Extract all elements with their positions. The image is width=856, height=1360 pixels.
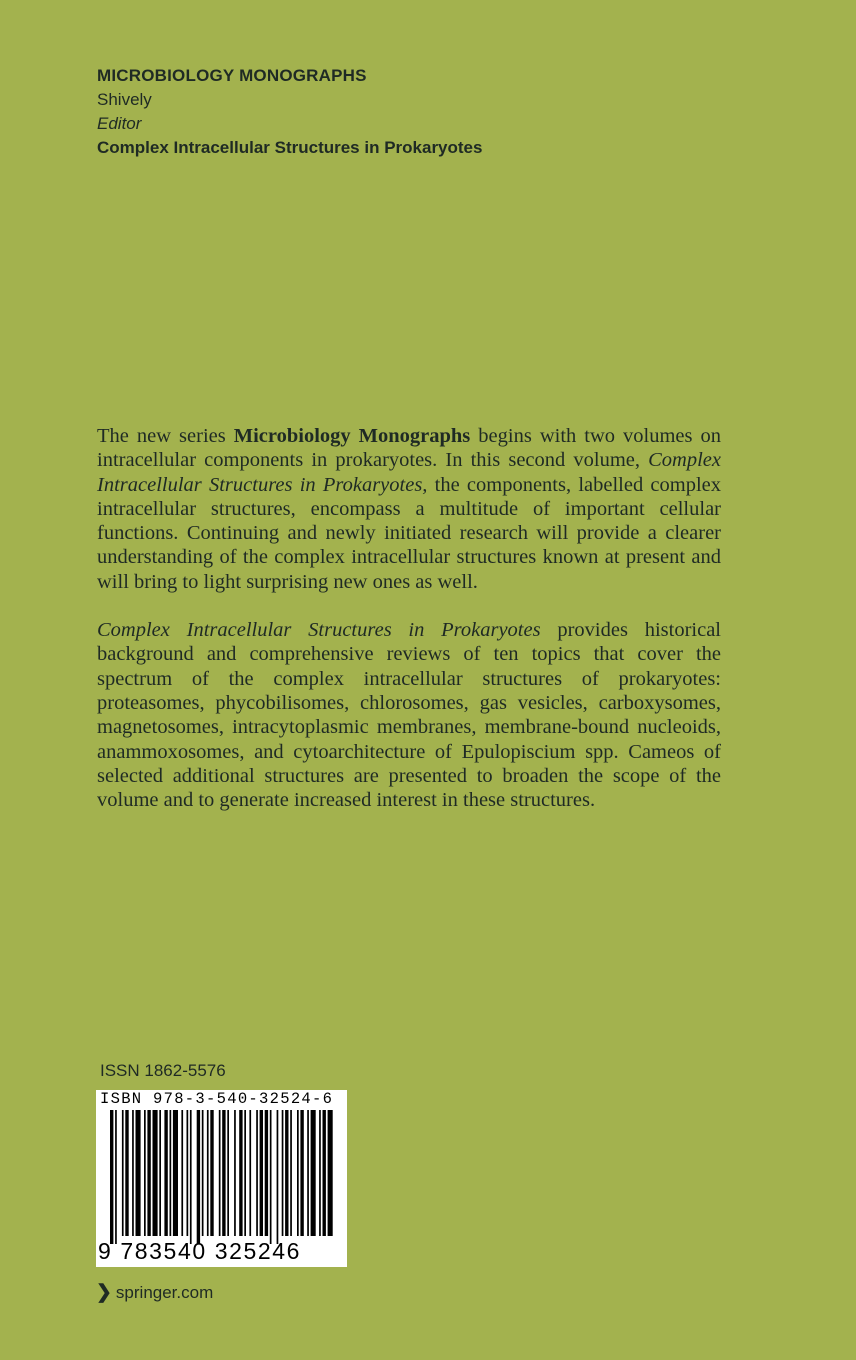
barcode-bar (244, 1110, 246, 1236)
barcode-bar (297, 1110, 299, 1236)
issn: ISSN 1862-5576 (100, 1061, 226, 1080)
barcode-bar (132, 1110, 134, 1236)
barcode-bar (222, 1110, 225, 1236)
series-emphasis: Microbiology Monographs (233, 425, 471, 447)
blurb (97, 424, 721, 836)
barcode-bar (159, 1110, 161, 1236)
barcode-bar (144, 1110, 146, 1236)
barcode (96, 1090, 347, 1267)
ean-digits: 9 783540 325246 (98, 1238, 302, 1264)
barcode-bar (227, 1110, 229, 1236)
barcode-bar (125, 1110, 128, 1236)
title-emphasis: Complex Intracellular Structures in Prokaryotes, (97, 449, 721, 496)
barcode-bar (202, 1110, 204, 1236)
barcode-bar (207, 1110, 209, 1236)
barcode-bar (115, 1110, 117, 1244)
barcode-bar (319, 1110, 321, 1236)
blurb-text: the components, labelled complex intracellular structures, encompass a multitude of important cellular functions. Continuing and newly initiated research will provide a clearer understanding of the complex intracellular structures known at present and will bring to light surprising new ones as well. (97, 473, 722, 593)
barcode-bar (210, 1110, 213, 1236)
barcode-bar (311, 1110, 316, 1236)
barcode-bar (256, 1110, 258, 1236)
barcode-bar (323, 1110, 326, 1236)
barcode-bar (170, 1110, 172, 1236)
barcode-bar (282, 1110, 284, 1236)
blurb-text: provides historical background and comprehensive reviews of ten topics that cover the spectrum of the complex intracellular structures of prokaryotes: proteasomes, phycobilisomes, chlorosomes, gas vesicles, carboxysomes, magnetosomes, intracytoplasmic membranes, membrane-bound nucleoids, anammoxosomes, and cytoarchitecture of Epulopiscium spp. Cameos of selected additional structures are presented to broaden the scope of the volume and to generate increased interest in these structures. (97, 619, 722, 812)
blurb-text: begins with two volumes on intracellular components in prokaryotes. In this second volume, (97, 425, 722, 472)
book-title: Complex Intracellular Structures in Prokaryotes (97, 138, 483, 157)
blurb-paragraph-1 (97, 424, 721, 594)
barcode-bar (234, 1110, 236, 1236)
editor-role: Editor (97, 114, 142, 133)
barcode-bar (153, 1110, 158, 1236)
barcode-bar (173, 1110, 178, 1236)
barcode-bar (300, 1110, 303, 1236)
blurb-text: The new series (97, 425, 234, 447)
barcode-bar (328, 1110, 333, 1236)
barcode-bar (239, 1110, 242, 1236)
barcode-bar (285, 1110, 288, 1236)
barcode-bar (136, 1110, 141, 1236)
publisher-link[interactable] (96, 1282, 213, 1304)
barcode-bar (197, 1110, 200, 1244)
publisher-link-text: springer.com (115, 1283, 214, 1302)
chevron-right-icon: ❯ (96, 1282, 112, 1303)
isbn: ISBN 978-3-540-32524-6 (100, 1090, 334, 1108)
barcode-bar (187, 1110, 189, 1236)
title-emphasis: Complex Intracellular Structures in Prokaryotes (97, 619, 541, 642)
editor-name: Shively (97, 90, 152, 109)
series-name: MICROBIOLOGY MONOGRAPHS (97, 66, 367, 85)
blurb-paragraph-2 (97, 618, 721, 812)
barcode-bar (164, 1110, 167, 1236)
barcode-bar (147, 1110, 150, 1236)
cover-header (97, 64, 482, 160)
barcode-bar (190, 1110, 192, 1244)
barcode-bar (249, 1110, 251, 1236)
barcode-bar (260, 1110, 263, 1236)
barcode-bar (110, 1110, 113, 1244)
barcode-bar (122, 1110, 124, 1236)
barcode-bar (277, 1110, 279, 1244)
barcode-bar (265, 1110, 268, 1236)
barcode-bar (219, 1110, 221, 1236)
barcode-bar (181, 1110, 183, 1236)
barcode-bar (270, 1110, 272, 1244)
barcode-bar (290, 1110, 292, 1236)
barcode-bar (307, 1110, 309, 1236)
